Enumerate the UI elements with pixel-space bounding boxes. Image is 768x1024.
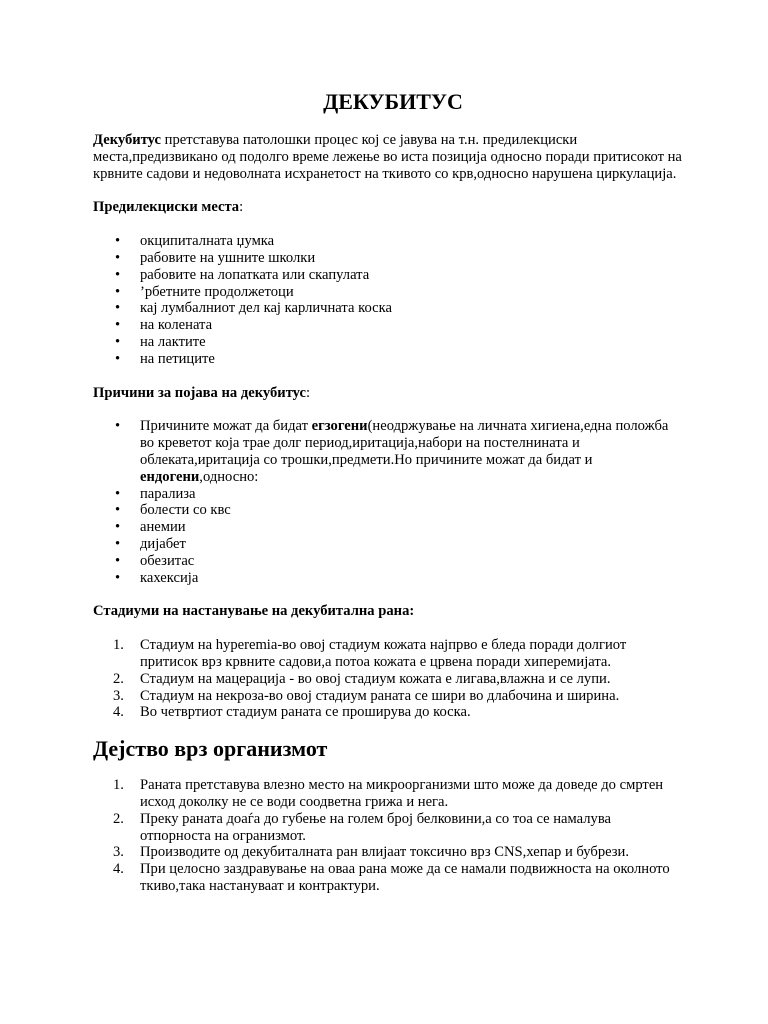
- list-item: [93, 671, 683, 688]
- cause-text: ,односно:: [199, 468, 259, 485]
- effect-list: [93, 777, 683, 895]
- list-item-text: При целосно заздравување на оваа рана може да се намали подвижноста на околното ткиво,така настануваат и контрактури.: [140, 861, 670, 894]
- stages-list: [93, 637, 683, 721]
- list-item: • анемии: [93, 519, 683, 536]
- list-item: [93, 811, 683, 845]
- list-number: 4.: [113, 861, 124, 878]
- list-number: 3.: [113, 844, 124, 861]
- list-item: [93, 777, 683, 811]
- list-item-text: Раната претставува влезно место на микроорганизми што може да доведе до смртен исход доколку не се води соодветна грижа и нега.: [140, 777, 664, 810]
- section-heading-text: Предилекциски места: [93, 199, 240, 216]
- list-item: • рабовите на ушните школки: [93, 250, 683, 267]
- intro-paragraph: [93, 132, 683, 182]
- intro-term: Декубитус: [93, 132, 162, 148]
- list-item: • дијабет: [93, 536, 683, 553]
- list-number: 3.: [113, 687, 124, 704]
- list-item: • болести со квс: [93, 502, 683, 519]
- list-item: [93, 688, 683, 705]
- list-item: • на петиците: [93, 351, 683, 368]
- list-item: [93, 704, 683, 721]
- section-heading-effect: Дејство врз организмот: [93, 736, 328, 762]
- list-number: 2.: [113, 810, 124, 827]
- list-item-text: Преку раната доаѓа до губење на голем број белковини,а со тоа се намалува отпорноста на огранизмот.: [140, 810, 612, 844]
- list-item: • окципиталната џумка: [93, 233, 683, 250]
- list-item: • кахексија: [93, 570, 683, 587]
- list-item: • на лактите: [93, 334, 683, 351]
- section-heading-colon: :: [306, 384, 311, 401]
- list-number: 1.: [113, 637, 124, 654]
- list-item: • рабовите на лопатката или скапулата: [93, 267, 683, 284]
- document-title: ДЕКУБИТУС: [323, 89, 463, 114]
- cause-text: Причините можат да бидат: [140, 418, 312, 435]
- list-item-text: Во четвртиот стадиум раната се проширува до коска.: [140, 704, 471, 721]
- list-item: [93, 418, 683, 485]
- document-body: [93, 88, 683, 895]
- section-heading-text: Причини за појава на декубитус: [93, 384, 307, 401]
- predilection-list: [93, 233, 683, 367]
- list-item: [93, 637, 683, 671]
- section-heading-predilection: [93, 199, 683, 216]
- list-number: 2.: [113, 670, 124, 687]
- cause-exogenous: егзогени: [311, 418, 368, 435]
- list-item: [93, 844, 683, 861]
- section-heading-causes: [93, 385, 683, 402]
- list-item: • обезитас: [93, 553, 683, 570]
- intro-text: претставува патолошки процес кој се јавува на т.н. предилекциски места,предизвикано од подолго време лежење во иста позиција односно поради притисокот на крвните садови и недоволната исхранетост на ткивото со крв,односно нарушена циркулација.: [93, 132, 682, 182]
- causes-list: [93, 418, 683, 586]
- section-heading-colon: :: [239, 199, 244, 216]
- list-item-text: Стадиум на мацерација - во овој стадиум кожата е лигава,влажна и се лупи.: [140, 670, 611, 687]
- list-item-text: Стадиум на некроза-во овој стадиум раната се шири во длабочина и ширина.: [140, 687, 620, 704]
- cause-text: (неодржување на личната хигиена,една положба во креветот која трае долг период,иритација,набори на постелнината и облеката,иритација со трошки,предмети.Но причините можат да бидат и: [140, 418, 669, 468]
- cause-endogenous: ендогени: [140, 468, 200, 485]
- section-heading-stages: Стадиуми на настанување на декубитална рана:: [93, 603, 415, 620]
- list-item: [93, 861, 683, 895]
- list-number: 4.: [113, 704, 124, 721]
- list-number: 1.: [113, 777, 124, 794]
- list-item-text: Производите од декубиталната ран влијаат токсично врз CNS,хепар и бубрези.: [140, 844, 629, 861]
- list-item: • на колената: [93, 317, 683, 334]
- list-item: • ’рбетните продолжетоци: [93, 284, 683, 301]
- list-item: • кај лумбалниот дел кај карличната коска: [93, 300, 683, 317]
- list-item-text: Стадиум на hyperemia-во овој стадиум кожата најпрво е бледа поради долгиот притисок врз крвните садови,а потоа кожата е црвена поради хиперемијата.: [140, 637, 627, 670]
- list-item: • парализа: [93, 486, 683, 503]
